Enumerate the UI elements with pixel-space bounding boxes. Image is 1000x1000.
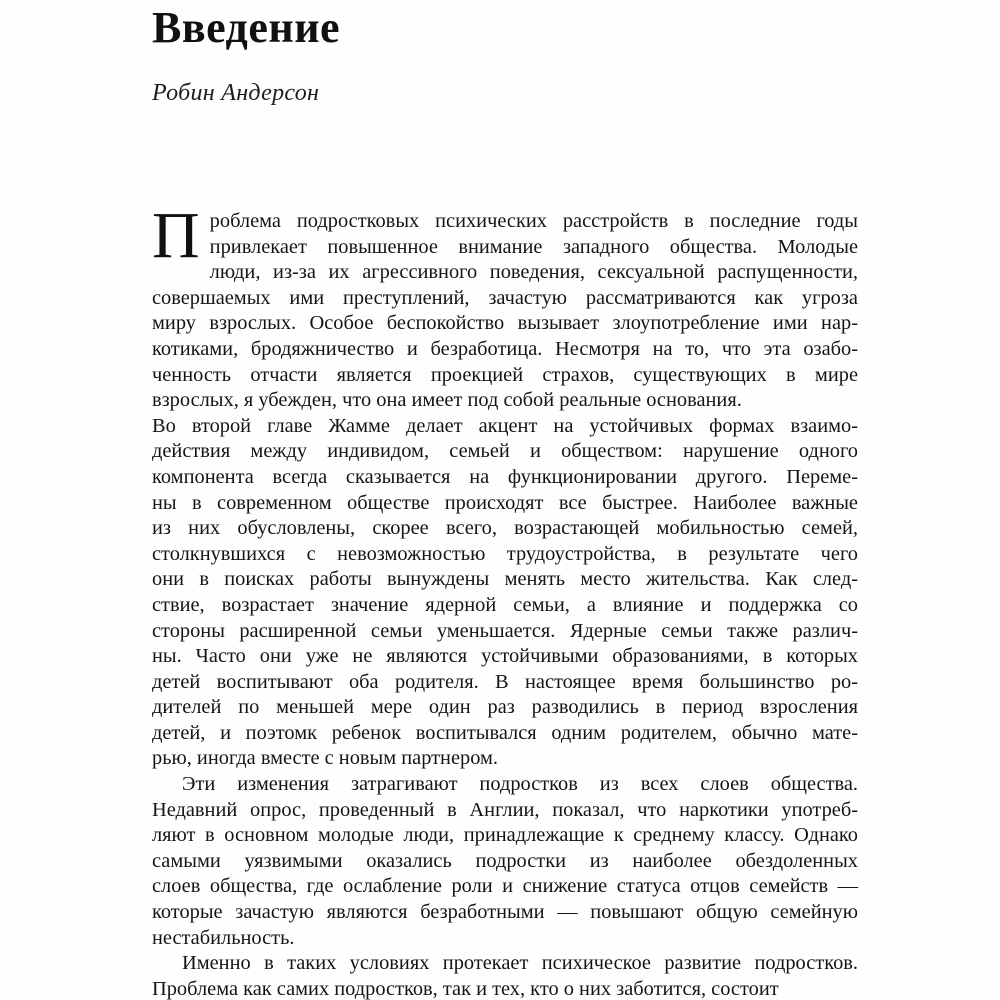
text-line: Во второй главе Жамме делает акцент на устойчивых формах взаимо- <box>152 414 858 437</box>
text-line: компонента всегда сказывается на функционировании другого. Переме- <box>152 465 858 488</box>
text-line: они в поисках работы вынуждены менять место жительства. Как след- <box>152 568 858 591</box>
text-line: совершаемых ими преступлений, зачастую рассматриваются как угроза <box>152 286 858 309</box>
text-line: рью, иногда вместе с новым партнером. <box>152 747 499 770</box>
text-line: ляют в основном молодые люди, принадлежащие к среднему классу. Однако <box>152 824 858 847</box>
text-line: миру взрослых. Особое беспокойство вызывает злоупотребление ими нар- <box>152 312 858 335</box>
text-line: Проблема как самих подростков, так и тех, кто о них заботится, состоит <box>152 977 779 1000</box>
paragraph <box>152 772 858 951</box>
text-line: ны в современном обществе происходят все быстрее. Наиболее важные <box>152 491 858 514</box>
paragraph <box>152 951 858 1000</box>
text-line: взрослых, я убежден, что она имеет под собой реальные основания. <box>152 389 742 412</box>
text-line: ны. Часто они уже не являются устойчивыми образованиями, в которых <box>152 645 858 668</box>
text-line: слоев общества, где ослабление роли и снижение статуса отцов семейств — <box>152 875 858 898</box>
text-line: котиками, бродяжничество и безработица. Несмотря на то, что эта озабо- <box>152 337 858 360</box>
text-line: детей, и поэтомк ребенок воспитывался одним родителем, обычно мате- <box>152 721 858 744</box>
text-line: столкнувшихся с невозможностью трудоустройства, в результате чего <box>152 542 858 565</box>
author-name: Робин Андерсон <box>152 80 320 106</box>
paragraph <box>152 199 858 414</box>
drop-cap: П <box>152 199 200 272</box>
chapter-title: Введение <box>152 3 341 52</box>
text-line: Недавний опрос, проведенный в Англии, показал, что наркотики употреб- <box>152 798 858 821</box>
text-line: Именно в таких условиях протекает психическое развитие подростков. <box>182 952 858 975</box>
text-line: которые зачастую являются безработными — повышают общую семейную <box>152 901 858 924</box>
text-line: Эти изменения затрагивают подростков из всех слоев общества. <box>182 773 858 796</box>
text-line: стороны расширенной семьи уменьшается. Ядерные семьи также различ- <box>152 619 858 642</box>
text-line: детей воспитывают оба родителя. В настоящее время большинство ро- <box>152 670 858 693</box>
text-line: нестабильность. <box>152 926 295 949</box>
text-line: роблема подростковых психических расстройств в последние годы <box>209 210 858 232</box>
text-line: дителей по меньшей мере один раз разводились в период взросления <box>152 696 858 719</box>
body-text <box>152 199 858 1000</box>
paragraph <box>152 414 858 772</box>
text-line: ствие, возрастает значение ядерной семьи, а влияние и поддержка со <box>152 593 858 616</box>
text-line: из них обусловлены, скорее всего, возрастающей мобильностью семей, <box>152 517 858 540</box>
text-line: привлекает повышенное внимание западного общества. Молодые <box>209 235 858 258</box>
text-line: ченность отчасти является проекцией страхов, существующих в мире <box>152 363 858 386</box>
text-line: люди, из-за их агрессивного поведения, сексуальной распущенности, <box>209 261 858 284</box>
text-line: самыми уязвимыми оказались подростки из наиболее обездоленных <box>152 849 858 872</box>
text-line: действия между индивидом, семьей и обществом: нарушение одного <box>152 440 858 463</box>
